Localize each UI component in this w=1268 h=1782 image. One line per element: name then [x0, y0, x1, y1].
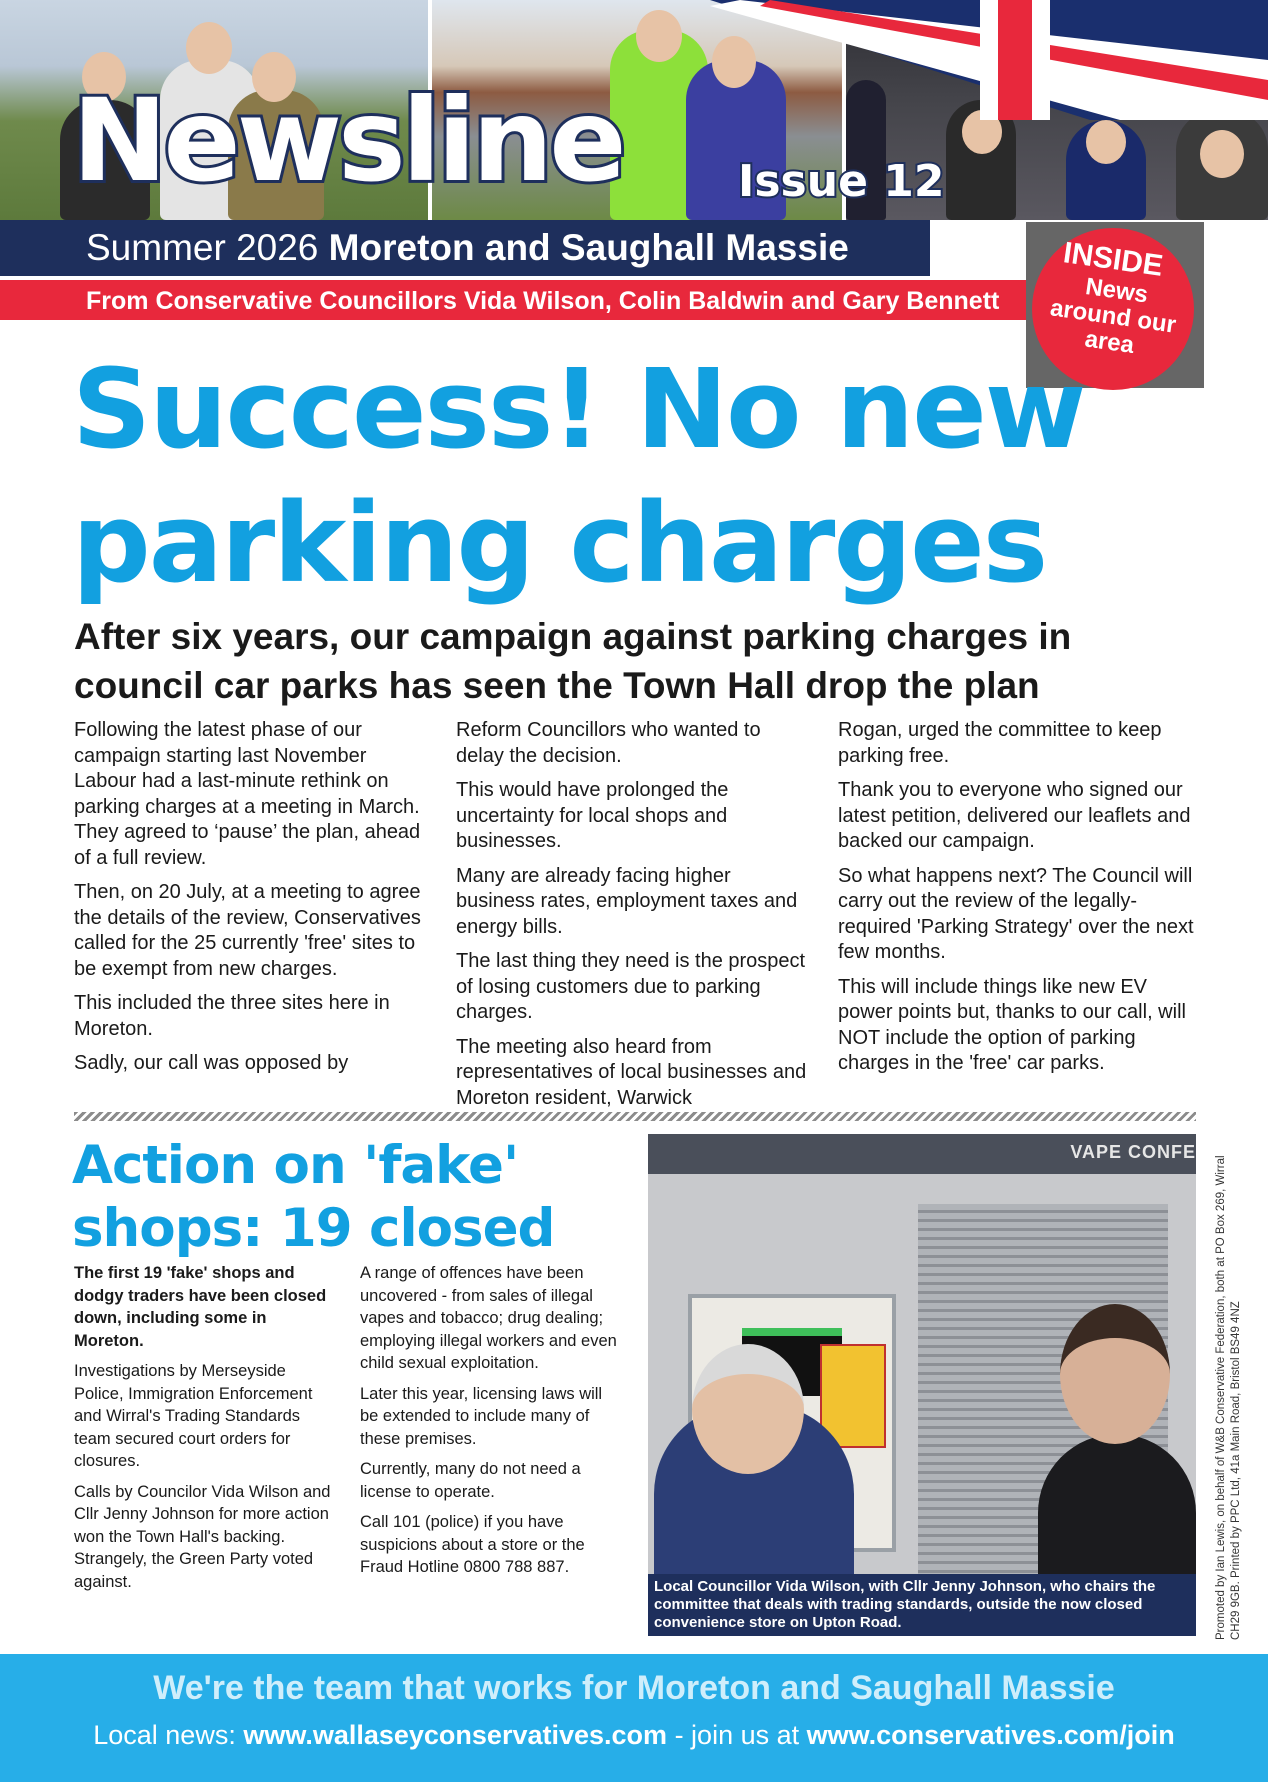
byline-banner	[0, 280, 1030, 320]
photo-caption: Local Councillor Vida Wilson, with Cllr Jenny Johnson, who chairs the committee that deals with trading standards, outside the now closed convenience store on Upton Road.	[648, 1574, 1196, 1636]
imprint-text: Promoted by Ian Lewis, on behalf of W&B Conservative Federation, both at PO Box 269, Wirral CH29 9GB. Printed by PPC Ltd, 41a Main Road, Bristol BS49 4NZ	[1215, 1155, 1242, 1640]
lead-paragraph: The last thing they need is the prospect of losing customers due to parking charges.	[456, 950, 806, 1023]
fake-shops-paragraph: Later this year, licensing laws will be extended to include many of these premises.	[360, 1384, 603, 1448]
footer-news-url[interactable]: www.wallaseyconservatives.com	[243, 1720, 668, 1750]
lead-paragraph: This included the three sites here in Moreton.	[74, 992, 390, 1040]
section-divider	[74, 1112, 1196, 1121]
footer-join-prefix: - join us at	[667, 1720, 807, 1750]
lead-standfirst: After six years, our campaign against parking charges in council car parks has seen the Town Hall drop the plan	[74, 616, 1072, 706]
inside-badge-heading: INSIDE	[1061, 236, 1165, 283]
masthead	[0, 0, 1268, 360]
lead-paragraph: Then, on 20 July, at a meeting to agree the details of the review, Conservatives called for the 25 currently 'free' sites to be exempt from new charges.	[74, 881, 421, 980]
closed-store-photo	[648, 1134, 1196, 1636]
lead-column-3	[838, 718, 1194, 1086]
issue-number: Issue 12	[738, 156, 945, 207]
lead-paragraph: The meeting also heard from representatives of local businesses and Moreton resident, Warwick	[456, 1035, 807, 1109]
edition-area: Moreton and Saughall Massie	[328, 227, 849, 268]
footer-news-prefix: Local news:	[93, 1720, 244, 1750]
cllr-jenny-johnson-head	[1060, 1304, 1170, 1444]
footer-links	[0, 1718, 1268, 1752]
shop-sign	[648, 1134, 1196, 1174]
edition-banner	[0, 220, 930, 276]
councillor-vida-wilson-head	[692, 1344, 804, 1474]
lead-paragraph: This will include things like new EV power points but, thanks to our call, will NOT include the option of parking charges in the 'free' car parks.	[838, 975, 1186, 1074]
lead-headline: Success! No new parking charges	[72, 345, 1085, 607]
footer-banner	[0, 1654, 1268, 1782]
fake-shops-column-2	[360, 1262, 622, 1587]
lead-paragraph: So what happens next? The Council will carry out the review of the legally-required 'Parking Strategy' over the next few months.	[838, 864, 1194, 963]
lead-paragraph: Many are already facing higher business rates, employment taxes and energy bills.	[456, 864, 798, 938]
lead-paragraph: Reform Councillors who wanted to delay the decision.	[456, 719, 761, 767]
lead-paragraph: Following the latest phase of our campaign starting last November Labour had a last-minute rethink on parking charges at a meeting in March. They agreed to ‘pause’ the plan, ahead of a full review.	[74, 719, 421, 869]
byline-text: From Conservative Councillors Vida Wilson, Colin Baldwin and Gary Bennett	[86, 287, 1000, 315]
shop-sign-text: VAPE CONFE	[1070, 1142, 1196, 1162]
fake-shops-paragraph: Calls by Councilor Vida Wilson and Cllr Jenny Johnson for more action won the Town Hall's backing. Strangely, the Green Party voted against.	[74, 1482, 331, 1591]
lead-paragraph: Rogan, urged the committee to keep parking free.	[838, 719, 1162, 767]
fake-shops-headline: Action on 'fake' shops: 19 closed	[72, 1135, 555, 1259]
fake-shops-paragraph: Call 101 (police) if you have suspicions about a store or the Fraud Hotline 0800 788 887.	[360, 1513, 585, 1576]
lead-paragraph: Sadly, our call was opposed by	[74, 1052, 349, 1074]
fake-shops-paragraph: Investigations by Merseyside Police, Immigration Enforcement and Wirral's Trading Standards team secured court orders for closures.	[74, 1362, 313, 1470]
lead-column-2	[456, 718, 812, 1111]
fake-shops-column-1	[74, 1262, 336, 1601]
fake-shops-paragraph: A range of offences have been uncovered - from sales of illegal vapes and tobacco; drug dealing; employing illegal workers and even child sexual exploitation.	[360, 1264, 617, 1372]
fake-shops-paragraph: Currently, many do not need a license to operate.	[360, 1460, 581, 1501]
lead-paragraph: This would have prolonged the uncertainty for local shops and businesses.	[456, 779, 729, 852]
footer-tagline: We're the team that works for Moreton and Saughall Massie	[153, 1669, 1115, 1707]
edition-season: Summer 2026	[86, 227, 319, 268]
union-flag-graphic	[710, 0, 1268, 120]
fake-shops-lead: The first 19 'fake' shops and dodgy traders have been closed down, including some in Moreton.	[74, 1264, 327, 1350]
newsletter-title: Newsline	[72, 74, 623, 207]
inside-badge-text: News around our area	[1048, 273, 1178, 360]
lead-paragraph: Thank you to everyone who signed our latest petition, delivered our leaflets and backed our campaign.	[838, 779, 1191, 852]
footer-join-url[interactable]: www.conservatives.com/join	[806, 1720, 1175, 1750]
lead-column-1	[74, 718, 430, 1077]
